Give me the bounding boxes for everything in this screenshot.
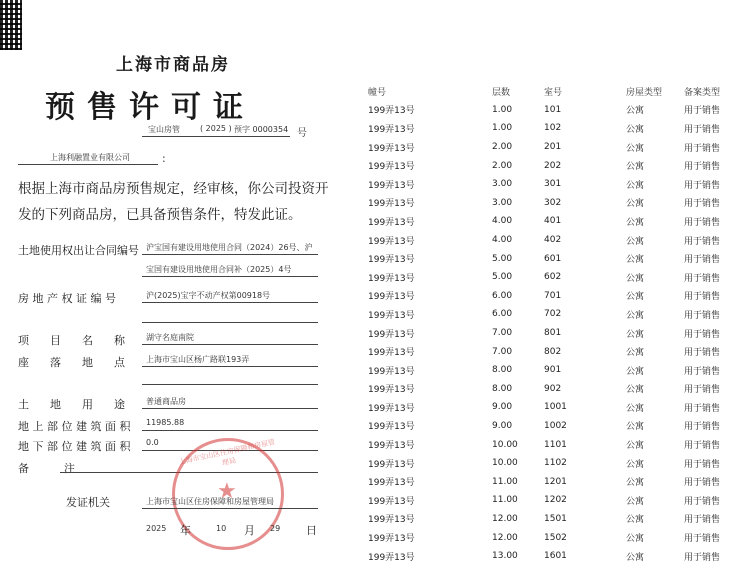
table-row: [368, 491, 748, 510]
cell-filing-type: 用于销售: [684, 143, 721, 154]
issuing-org-label: 发证机关: [66, 496, 110, 509]
cell-filing-type: 用于销售: [684, 199, 721, 210]
unit-table: [368, 82, 748, 565]
cell-filing-type: 用于销售: [684, 273, 721, 284]
cell-house-type: 公寓: [626, 348, 645, 359]
field-label-property-cert: 房 地 产 权 证 编 号: [18, 292, 116, 305]
cell-building: 199弄13号: [368, 348, 415, 359]
cell-room: 102: [544, 123, 562, 134]
cell-floors: 5.00: [492, 253, 513, 264]
table-row: [368, 324, 748, 343]
cell-floors: 1.00: [492, 123, 513, 134]
cell-floors: 5.00: [492, 272, 513, 283]
date-yue: 月: [244, 524, 255, 537]
field-underline: [142, 384, 318, 385]
cell-house-type: 公寓: [626, 143, 645, 154]
field-value-land-contract: 沪宝国有建设用地使用合同（2024）26号、沪: [146, 243, 313, 252]
field-underline: [142, 430, 318, 431]
table-row: [368, 454, 748, 473]
cell-filing-type: 用于销售: [684, 329, 721, 340]
cell-floors: 11.00: [492, 476, 518, 487]
field-underline: [142, 276, 318, 277]
cell-building: 199弄13号: [368, 515, 415, 526]
cell-building: 199弄13号: [368, 236, 415, 247]
cell-room: 1002: [544, 420, 567, 431]
cell-house-type: 公寓: [626, 162, 645, 173]
header-floors: 层数: [492, 87, 511, 98]
cell-room: 1201: [544, 476, 567, 487]
company-colon: :: [162, 152, 166, 165]
field-underline: [142, 366, 318, 367]
field-value-above-ground-area: 11985.88: [146, 418, 185, 427]
field-underline: [142, 408, 318, 409]
table-body: [368, 101, 748, 565]
cell-house-type: 公寓: [626, 441, 645, 452]
cell-filing-type: 用于销售: [684, 385, 721, 396]
cell-building: 199弄13号: [368, 180, 415, 191]
cell-room: 301: [544, 179, 562, 190]
header-building: 幢号: [368, 87, 387, 98]
cell-room: 901: [544, 365, 562, 376]
issuer-ref: 宝山房管: [148, 125, 180, 134]
cell-building: 199弄13号: [368, 534, 415, 545]
table-row: [368, 231, 748, 250]
field-underline: [142, 322, 318, 323]
field-value-below-ground-area: 0.0: [146, 438, 159, 447]
cell-floors: 3.00: [492, 197, 513, 208]
cell-filing-type: 用于销售: [684, 534, 721, 545]
cell-floors: 7.00: [492, 346, 513, 357]
cell-filing-type: 用于销售: [684, 496, 721, 507]
cell-room: 402: [544, 235, 562, 246]
cell-floors: 7.00: [492, 328, 513, 339]
cell-house-type: 公寓: [626, 106, 645, 117]
table-row: [368, 435, 748, 454]
cell-house-type: 公寓: [626, 552, 645, 563]
certificate-title-top: 上海市商品房: [116, 55, 230, 75]
cell-house-type: 公寓: [626, 515, 645, 526]
field-label-above-ground-area: 地 上 部 位 建 筑 面 积: [18, 420, 131, 433]
cell-building: 199弄13号: [368, 385, 415, 396]
cell-filing-type: 用于销售: [684, 459, 721, 470]
cell-room: 1001: [544, 402, 567, 413]
cell-filing-type: 用于销售: [684, 515, 721, 526]
cell-house-type: 公寓: [626, 180, 645, 191]
table-row: [368, 175, 748, 194]
qr-code: [0, 0, 22, 50]
cell-room: 801: [544, 328, 562, 339]
cell-building: 199弄13号: [368, 217, 415, 228]
cell-floors: 8.00: [492, 383, 513, 394]
cell-room: 1102: [544, 458, 567, 469]
cell-house-type: 公寓: [626, 459, 645, 470]
cell-filing-type: 用于销售: [684, 348, 721, 359]
permit-hao: 号: [297, 128, 307, 139]
date-year: 2025: [146, 524, 167, 533]
cell-room: 702: [544, 309, 562, 320]
cell-floors: 11.00: [492, 495, 518, 506]
cell-building: 199弄13号: [368, 478, 415, 489]
permit-number: 预字 0000354: [234, 125, 289, 134]
table-row: [368, 138, 748, 157]
cell-room: 201: [544, 142, 562, 153]
cell-floors: 4.00: [492, 235, 513, 246]
cell-house-type: 公寓: [626, 385, 645, 396]
cell-house-type: 公寓: [626, 366, 645, 377]
cell-house-type: 公寓: [626, 329, 645, 340]
cell-room: 101: [544, 104, 562, 115]
cell-building: 199弄13号: [368, 459, 415, 470]
cell-floors: 1.00: [492, 104, 513, 115]
cell-floors: 10.00: [492, 458, 518, 469]
cell-floors: 9.00: [492, 402, 513, 413]
cell-house-type: 公寓: [626, 199, 645, 210]
cell-house-type: 公寓: [626, 217, 645, 228]
table-row: [368, 305, 748, 324]
cell-floors: 8.00: [492, 365, 513, 376]
cell-room: 602: [544, 272, 562, 283]
cell-building: 199弄13号: [368, 106, 415, 117]
cell-building: 199弄13号: [368, 143, 415, 154]
table-header: [368, 82, 748, 101]
permit-year: ( 2025 ): [200, 124, 232, 133]
cell-room: 601: [544, 253, 562, 264]
cell-floors: 13.00: [492, 551, 518, 562]
field-label-land-contract: 土地使用权出让合同编号: [18, 244, 139, 257]
field-value-land-contract-2: 宝国有建设用地使用合同补（2025）4号: [146, 265, 292, 274]
cell-building: 199弄13号: [368, 403, 415, 414]
field-underline: [142, 302, 318, 303]
cell-floors: 6.00: [492, 309, 513, 320]
cell-building: 199弄13号: [368, 422, 415, 433]
field-label-remarks: 备 注: [18, 462, 75, 475]
cell-building: 199弄13号: [368, 199, 415, 210]
header-house-type: 房屋类型: [626, 87, 663, 98]
cell-filing-type: 用于销售: [684, 124, 721, 135]
cell-room: 302: [544, 197, 562, 208]
decree-text: 根据上海市商品房预售规定，经审核，你公司投资开发的下列商品房，已具备预售条件，特发此证。: [18, 181, 329, 223]
field-label-location: 座 落 地 点: [18, 356, 125, 369]
seal-text: 上海市宝山区住房保障和房屋管理局: [178, 438, 276, 468]
cell-room: 1202: [544, 495, 567, 506]
cell-floors: 2.00: [492, 160, 513, 171]
table-row: [368, 528, 748, 547]
certificate-title-main: 预售许可证: [45, 90, 255, 125]
table-row: [368, 101, 748, 120]
field-underline: [142, 344, 318, 345]
cell-floors: 3.00: [492, 179, 513, 190]
cell-room: 1601: [544, 551, 567, 562]
table-row: [368, 119, 748, 138]
issuing-org: 上海市宝山区住房保障和房屋管理局: [146, 497, 274, 506]
table-row: [368, 268, 748, 287]
cell-filing-type: 用于销售: [684, 441, 721, 452]
cell-house-type: 公寓: [626, 124, 645, 135]
table-row: [368, 380, 748, 399]
cell-room: 902: [544, 383, 562, 394]
cell-building: 199弄13号: [368, 162, 415, 173]
cell-floors: 2.00: [492, 142, 513, 153]
cell-building: 199弄13号: [368, 273, 415, 284]
company-name: 上海利融置业有限公司: [50, 153, 130, 162]
cell-house-type: 公寓: [626, 310, 645, 321]
field-value-project-name: 湖守名庭南院: [146, 333, 194, 342]
cell-building: 199弄13号: [368, 329, 415, 340]
cell-filing-type: 用于销售: [684, 403, 721, 414]
cell-floors: 12.00: [492, 513, 518, 524]
table-row: [368, 398, 748, 417]
cell-floors: 12.00: [492, 532, 518, 543]
cell-floors: 9.00: [492, 420, 513, 431]
cell-house-type: 公寓: [626, 422, 645, 433]
cell-building: 199弄13号: [368, 552, 415, 563]
cell-house-type: 公寓: [626, 403, 645, 414]
cell-building: 199弄13号: [368, 496, 415, 507]
date-nian: 年: [180, 524, 191, 537]
seal-star-icon: ★: [217, 479, 237, 504]
table-row: [368, 342, 748, 361]
table-row: [368, 472, 748, 491]
cell-building: 199弄13号: [368, 124, 415, 135]
company-underline: [18, 164, 158, 165]
cell-building: 199弄13号: [368, 441, 415, 452]
field-underline: [142, 508, 318, 509]
cell-filing-type: 用于销售: [684, 255, 721, 266]
cell-filing-type: 用于销售: [684, 552, 721, 563]
cell-filing-type: 用于销售: [684, 162, 721, 173]
table-row: [368, 249, 748, 268]
field-value-location: 上海市宝山区杨广路联193弄: [146, 355, 250, 364]
cell-room: 202: [544, 160, 562, 171]
table-row: [368, 212, 748, 231]
cell-room: 1101: [544, 439, 567, 450]
field-value-property-cert: 沪(2025)宝字不动产权第00918号: [146, 291, 271, 300]
cell-house-type: 公寓: [626, 292, 645, 303]
date-day: 29: [270, 524, 281, 533]
field-value-land-use: 普通商品房: [146, 397, 186, 406]
cell-floors: 6.00: [492, 290, 513, 301]
cell-filing-type: 用于销售: [684, 366, 721, 377]
table-row: [368, 510, 748, 529]
cell-house-type: 公寓: [626, 534, 645, 545]
cell-room: 1502: [544, 532, 567, 543]
cell-house-type: 公寓: [626, 478, 645, 489]
table-row: [368, 194, 748, 213]
date-ri: 日: [306, 524, 317, 537]
table-row: [368, 361, 748, 380]
cell-floors: 10.00: [492, 439, 518, 450]
cell-filing-type: 用于销售: [684, 236, 721, 247]
cell-room: 802: [544, 346, 562, 357]
cell-building: 199弄13号: [368, 292, 415, 303]
cell-house-type: 公寓: [626, 255, 645, 266]
cell-floors: 4.00: [492, 216, 513, 227]
cell-filing-type: 用于销售: [684, 217, 721, 228]
cell-filing-type: 用于销售: [684, 292, 721, 303]
header-filing-type: 备案类型: [684, 87, 721, 98]
cell-room: 401: [544, 216, 562, 227]
field-label-below-ground-area: 地 下 部 位 建 筑 面 积: [18, 440, 131, 453]
table-row: [368, 547, 748, 565]
header-room: 室号: [544, 87, 563, 98]
cell-room: 1501: [544, 513, 567, 524]
table-row: [368, 156, 748, 175]
cell-house-type: 公寓: [626, 236, 645, 247]
cell-house-type: 公寓: [626, 496, 645, 507]
cell-building: 199弄13号: [368, 310, 415, 321]
permit-underline: [142, 136, 290, 137]
field-underline: [142, 254, 318, 255]
table-row: [368, 417, 748, 436]
cell-filing-type: 用于销售: [684, 180, 721, 191]
cell-building: 199弄13号: [368, 366, 415, 377]
cell-filing-type: 用于销售: [684, 422, 721, 433]
field-label-project-name: 项 目 名 称: [18, 334, 125, 347]
cell-building: 199弄13号: [368, 255, 415, 266]
cell-filing-type: 用于销售: [684, 310, 721, 321]
cell-room: 701: [544, 290, 562, 301]
cell-filing-type: 用于销售: [684, 106, 721, 117]
cell-filing-type: 用于销售: [684, 478, 721, 489]
table-row: [368, 287, 748, 306]
cell-house-type: 公寓: [626, 273, 645, 284]
date-month: 10: [216, 524, 227, 533]
field-label-land-use: 土 地 用 途: [18, 398, 125, 411]
